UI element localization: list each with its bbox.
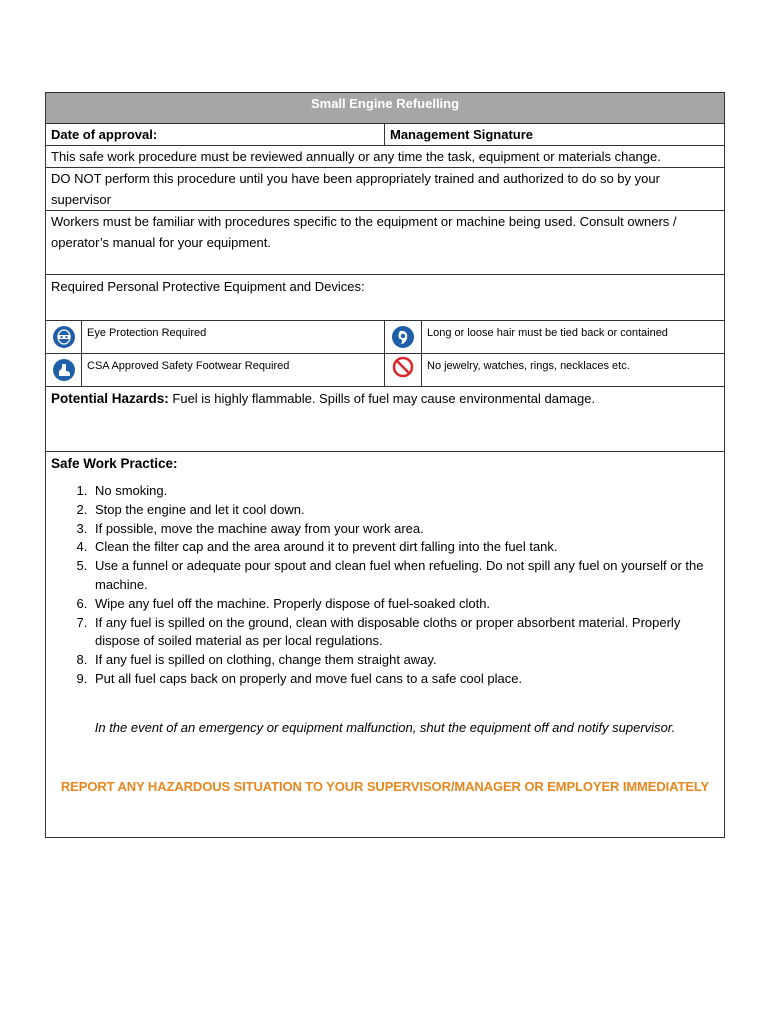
eye-protection-icon-cell [46, 321, 82, 354]
practice-steps-list [51, 482, 719, 689]
familiar-note: Workers must be familiar with procedures specific to the equipment or machine being used. Consult owners / operator’s manual for your equipment. [46, 211, 725, 275]
training-note: DO NOT perform this procedure until you have been appropriately trained and authorized to do so by your supervisor [46, 168, 725, 211]
hazards-label: Potential Hazards: [51, 391, 169, 406]
hazards-cell [46, 387, 725, 452]
jewelry-text: No jewelry, watches, rings, necklaces etc. [422, 354, 725, 387]
list-item: 6. Wipe any fuel off the machine. Properly dispose of fuel-soaked cloth. [91, 595, 719, 614]
no-jewelry-prohibited-icon [392, 356, 414, 384]
list-item: 9. Put all fuel caps back on properly and move fuel cans to a safe cool place. [91, 670, 719, 689]
document-title: Small Engine Refuelling [46, 93, 725, 124]
familiar-row [46, 211, 725, 275]
ppe-row-1 [46, 321, 725, 354]
ppe-row-2 [46, 354, 725, 387]
list-item: 8. If any fuel is spilled on clothing, change them straight away. [91, 651, 719, 670]
list-item: 7. If any fuel is spilled on the ground, clean with disposable cloths or proper absorbent material. Properly dispose of soiled material as per local regulations. [91, 614, 719, 652]
list-item: 2. Stop the engine and let it cool down. [91, 501, 719, 520]
procedure-table [45, 92, 725, 838]
list-item: 5. Use a funnel or adequate pour spout and clean fuel when refueling. Do not spill any fuel on yourself or the machine. [91, 557, 719, 595]
review-note: This safe work procedure must be reviewed annually or any time the task, equipment or materials change. [46, 146, 725, 168]
footwear-text: CSA Approved Safety Footwear Required [82, 354, 385, 387]
practice-row [46, 452, 725, 838]
practice-cell [46, 452, 725, 838]
hair-text: Long or loose hair must be tied back or contained [422, 321, 725, 354]
list-item: 1. No smoking. [91, 482, 719, 501]
eye-protection-icon [53, 326, 75, 348]
hazards-text: Fuel is highly flammable. Spills of fuel may cause environmental damage. [168, 391, 596, 406]
ppe-heading: Required Personal Protective Equipment and Devices: [46, 275, 725, 321]
safe-work-procedure-document [45, 92, 724, 838]
footwear-icon-cell [46, 354, 82, 387]
ppe-heading-row [46, 275, 725, 321]
review-row [46, 146, 725, 168]
emergency-note: In the event of an emergency or equipment malfunction, shut the equipment off and notify supervisor. [94, 719, 676, 735]
hair-icon-cell [385, 321, 422, 354]
eye-protection-text: Eye Protection Required [82, 321, 385, 354]
hazards-row [46, 387, 725, 452]
list-item: 4. Clean the filter cap and the area around it to prevent dirt falling into the fuel tank. [91, 538, 719, 557]
management-signature-label: Management Signature [385, 124, 725, 146]
jewelry-icon-cell [385, 354, 422, 387]
report-hazard-notice: REPORT ANY HAZARDOUS SITUATION TO YOUR SUPERVISOR/MANAGER OR EMPLOYER IMMEDIATELY [60, 778, 710, 794]
date-of-approval-label: Date of approval: [46, 124, 385, 146]
approval-row [46, 124, 725, 146]
title-row [46, 93, 725, 124]
safe-work-practice-label: Safe Work Practice: [51, 456, 178, 471]
list-item: 3. If possible, move the machine away from your work area. [91, 520, 719, 539]
hair-tied-back-icon [392, 326, 414, 348]
safety-footwear-icon [53, 359, 75, 381]
training-row [46, 168, 725, 211]
